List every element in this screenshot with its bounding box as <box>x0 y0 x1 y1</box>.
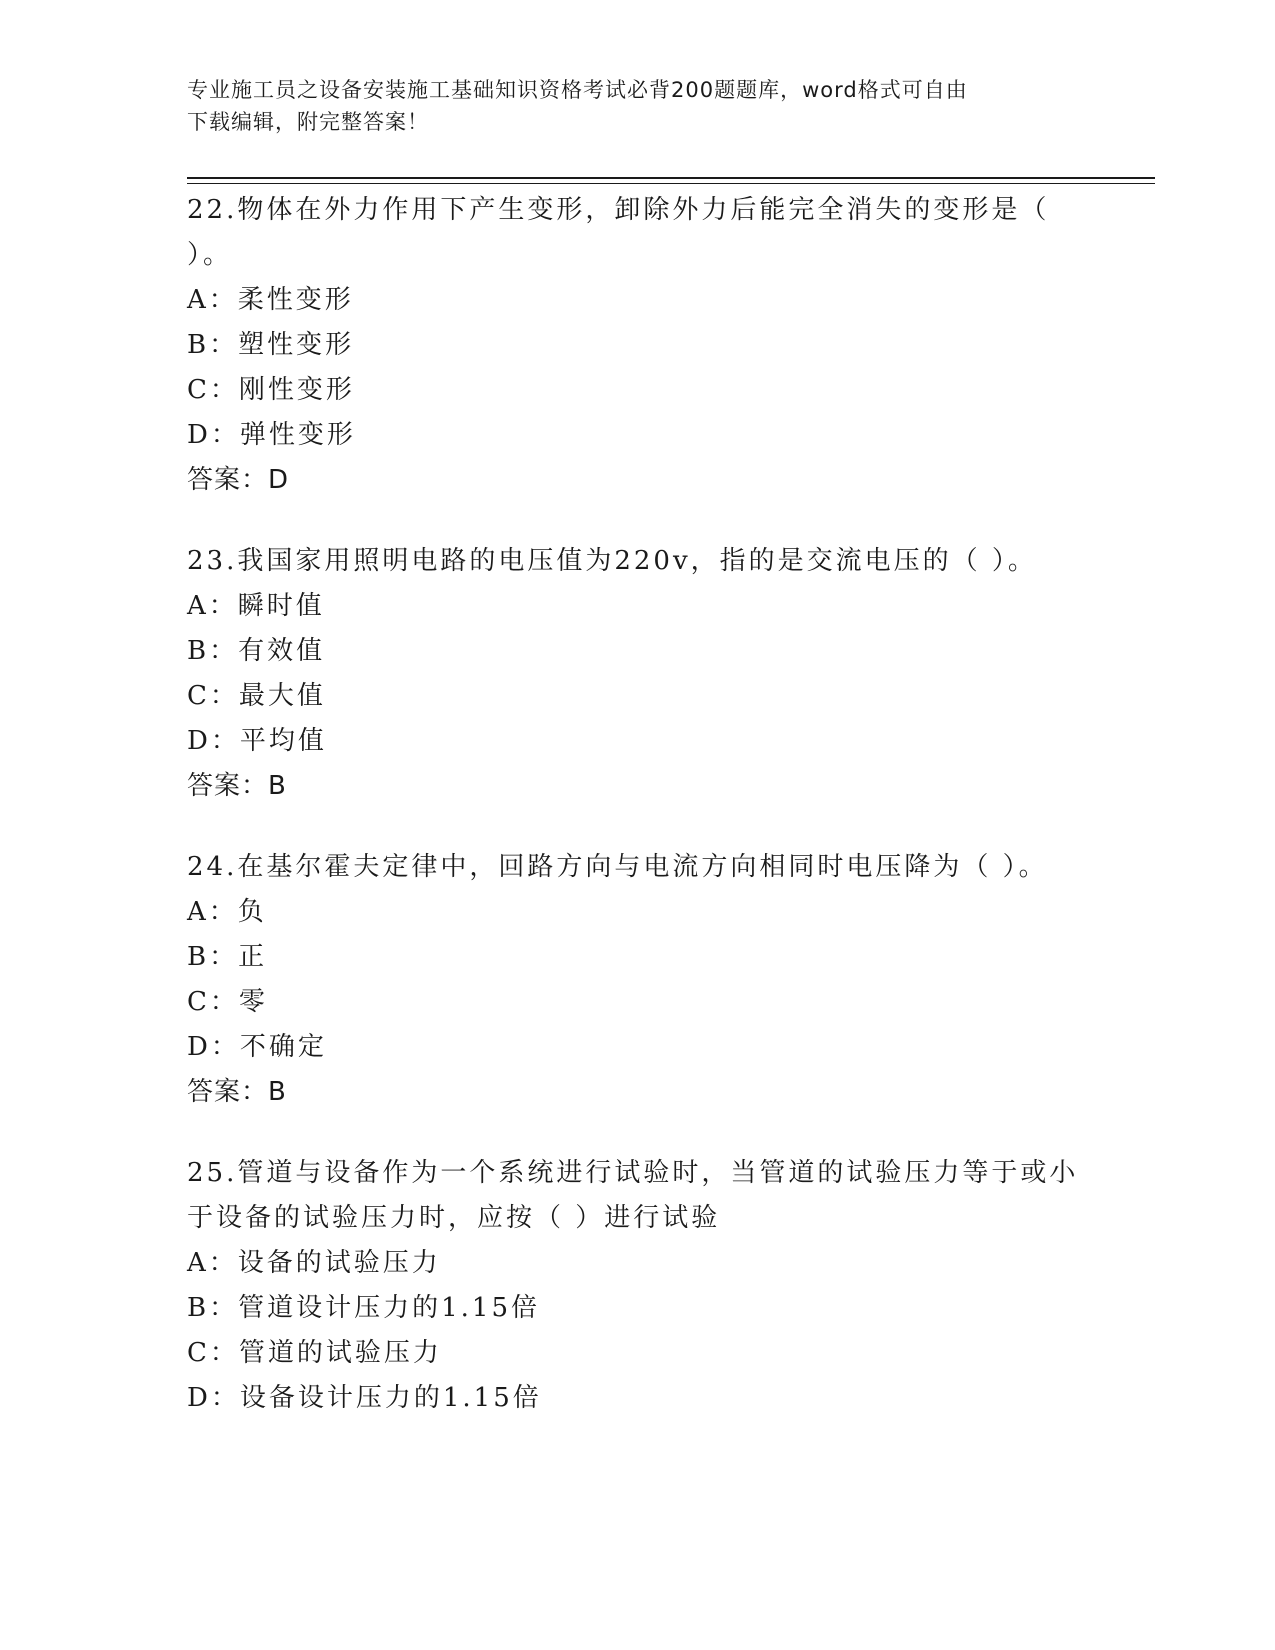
option-d: D：不确定 <box>187 1032 327 1062</box>
option-a: A：瞬时值 <box>187 591 325 621</box>
option-a: A：柔性变形 <box>187 285 354 315</box>
header-divider-thick <box>187 177 1155 179</box>
option-b: B：塑性变形 <box>187 330 355 360</box>
option-c: C：零 <box>187 987 268 1017</box>
header-line-1: 专业施工员之设备安装施工基础知识资格考试必背200题题库，word格式可自由 <box>187 78 968 102</box>
option-b: B：正 <box>187 942 268 972</box>
option-c: C：管道的试验压力 <box>187 1338 442 1368</box>
option-b: B：有效值 <box>187 636 326 666</box>
question-list <box>187 188 1087 1457</box>
answer-line: 答案：D <box>187 465 290 495</box>
option-c: C：最大值 <box>187 681 326 711</box>
question-stem-line-2: ）。 <box>187 240 233 270</box>
question-stem-line-1: 22.物体在外力作用下产生变形，卸除外力后能完全消失的变形是（ <box>187 195 1050 225</box>
question-stem-line-1: 23.我国家用照明电路的电压值为220v，指的是交流电压的（ ）。 <box>187 546 1037 576</box>
answer-line: 答案：B <box>187 771 287 801</box>
question-24 <box>187 845 1087 1115</box>
header-divider-thin <box>187 183 1155 184</box>
question-stem-line-1: 25.管道与设备作为一个系统进行试验时，当管道的试验压力等于或小 <box>187 1158 1079 1188</box>
option-d: D：设备设计压力的1.15倍 <box>187 1383 542 1413</box>
answer-line: 答案：B <box>187 1077 287 1107</box>
question-stem-line-2: 于设备的试验压力时，应按（ ）进行试验 <box>187 1203 721 1233</box>
option-b: B：管道设计压力的1.15倍 <box>187 1293 540 1323</box>
option-d: D：平均值 <box>187 726 327 756</box>
question-25 <box>187 1151 1087 1421</box>
question-23 <box>187 539 1087 809</box>
header-line-2: 下载编辑，附完整答案！ <box>187 110 429 134</box>
document-header <box>187 74 1067 138</box>
question-22 <box>187 188 1087 503</box>
question-stem-line-1: 24.在基尔霍夫定律中，回路方向与电流方向相同时电压降为（ ）。 <box>187 852 1048 882</box>
option-a: A：负 <box>187 897 267 927</box>
option-c: C：刚性变形 <box>187 375 355 405</box>
option-a: A：设备的试验压力 <box>187 1248 441 1278</box>
option-d: D：弹性变形 <box>187 420 356 450</box>
